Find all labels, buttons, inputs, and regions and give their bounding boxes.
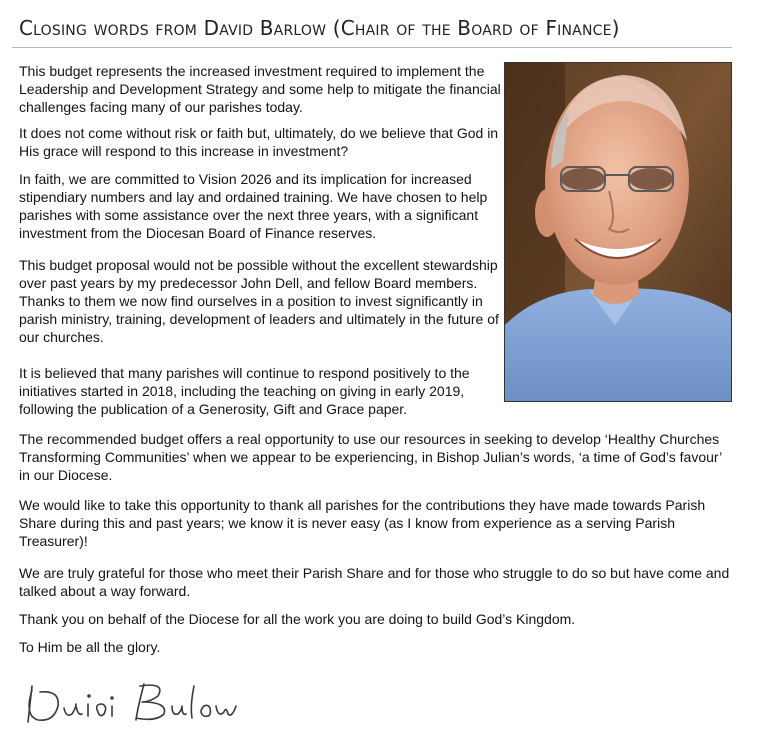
paragraph-6: The recommended budget offers a real opportunity to use our resources in seeking to develop ‘Healthy Churches Transforming Communities’ when we appear to be experiencing, in Bishop Julian’s words, ‘a time of God’s favour’ in our Diocese. bbox=[19, 431, 722, 483]
paragraph-2: It does not come without risk or faith but, ultimately, do we believe that God in His grace will respond to this increase in investment? bbox=[19, 125, 499, 159]
portrait-illustration bbox=[505, 63, 731, 401]
paragraph-7: We would like to take this opportunity to thank all parishes for the contributions they have made towards Parish Share during this and past years; we know it is never easy (as I know from experience as a serving Parish Treasurer)! bbox=[19, 497, 706, 549]
portrait-photo bbox=[504, 62, 732, 402]
paragraph-3: In faith, we are committed to Vision 2026 and its implication for increased stipendiary numbers and lay and ordained training. We have chosen to help parishes with some assistance over the next three years, with a significant investment from the Diocesan Board of Finance reserves. bbox=[19, 171, 488, 241]
paragraph-8: We are truly grateful for those who meet their Parish Share and for those who struggle to do so but have come and talked about a way forward. bbox=[19, 565, 730, 599]
handwritten-signature bbox=[18, 676, 258, 732]
signature-image bbox=[18, 676, 258, 732]
page-title-text: Closing words from David Barlow (Chair of the Board of Finance) bbox=[19, 16, 620, 40]
page-title bbox=[19, 16, 620, 40]
title-divider bbox=[12, 47, 732, 48]
paragraph-1: This budget represents the increased investment required to implement the Leadership and Development Strategy and some help to mitigate the financial challenges facing many of our parishes today. bbox=[19, 63, 501, 115]
paragraph-10: To Him be all the glory. bbox=[19, 639, 161, 655]
paragraph-4: This budget proposal would not be possible without the excellent stewardship over past years by my predecessor John Dell, and fellow Board members. Thanks to them we now find ourselves in a position to invest significantly in parish ministry, training, development of leaders and ultimately in the future of our churches. bbox=[19, 257, 499, 345]
paragraph-9: Thank you on behalf of the Diocese for all the work you are doing to build God’s Kingdom. bbox=[19, 611, 576, 627]
paragraph-5: It is believed that many parishes will continue to respond positively to the initiatives started in 2018, including the teaching on giving in early 2019, following the publication of a Generosity, Gift and Grace paper. bbox=[19, 365, 470, 417]
